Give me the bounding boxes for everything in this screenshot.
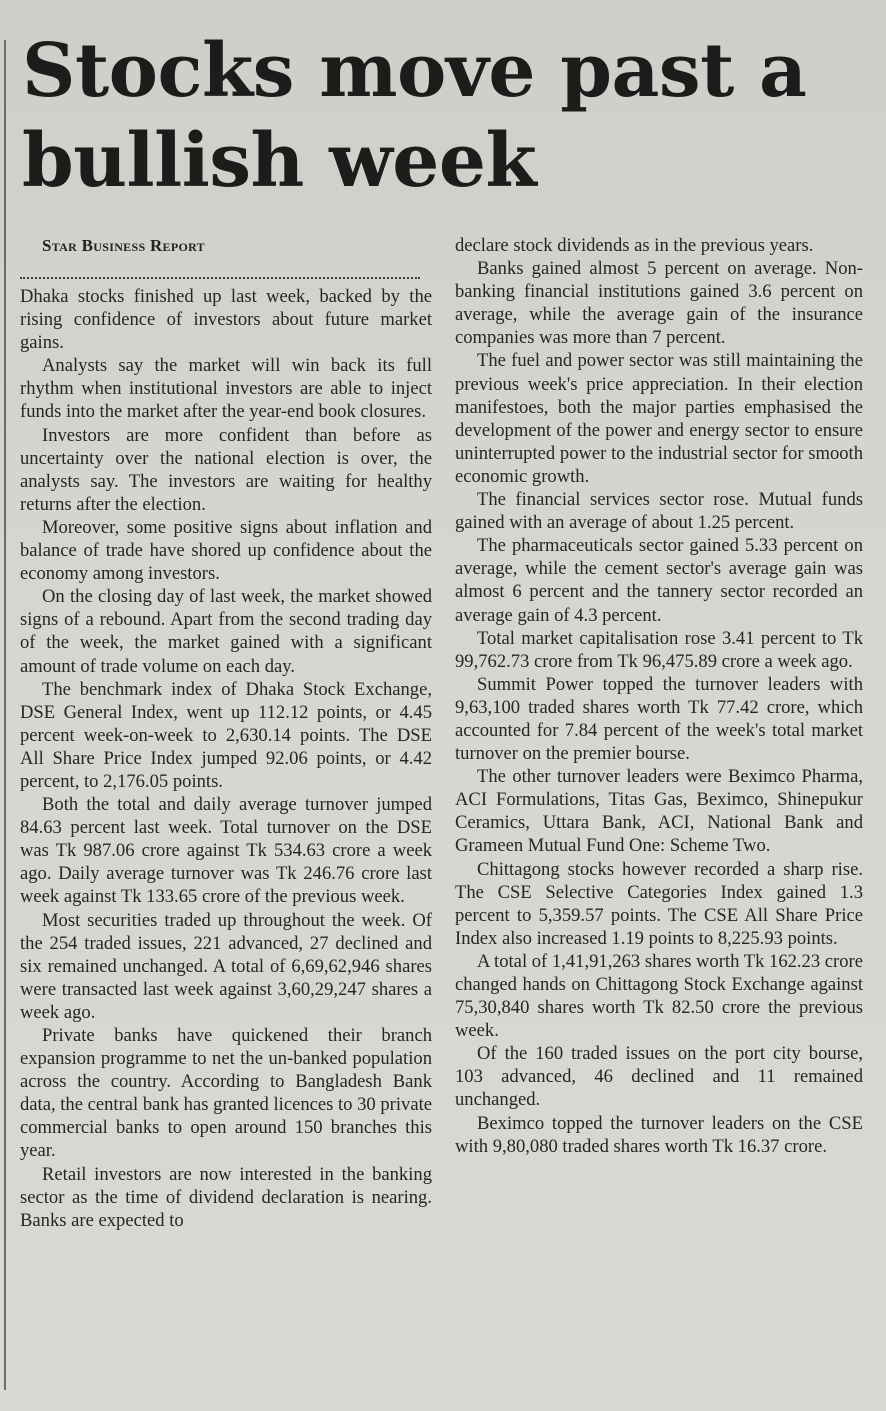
paragraph: Dhaka stocks finished up last week, backed by the rising confidence of investors about future market gains.	[20, 286, 432, 354]
headline: Stocks move past a bullish week	[22, 28, 807, 204]
paragraph: The fuel and power sector was still maintaining the previous week's price appreciation. In their election manifestoes, both the major parties emphasised the development of the power and energy sector to ensure uninterrupted power to the industrial sector for smooth economic growth.	[455, 350, 863, 487]
paragraph: declare stock dividends as in the previous years.	[455, 235, 814, 256]
paragraph: Most securities traded up throughout the week. Of the 254 traded issues, 221 advanced, 27 declined and six remained unchanged. A total of 6,69,62,946 shares were transacted last week against 3,60,29,247 shares a week ago.	[20, 909, 432, 1023]
paragraph: The pharmaceuticals sector gained 5.33 percent on average, while the cement sector's average gain was almost 6 percent and the tannery sector recorded an average gain of 4.3 percent.	[455, 535, 863, 626]
paragraph: Both the total and daily average turnover jumped 84.63 percent last week. Total turnover on the DSE was Tk 987.06 crore against Tk 534.63 crore a week ago. Daily average turnover was Tk 246.76 crore last week against Tk 133.65 crore of the previous week.	[20, 794, 432, 908]
paragraph: On the closing day of last week, the market showed signs of a rebound. Apart from the second trading day of the week, the market gained with a significant amount of trade volume on each day.	[20, 586, 432, 677]
paragraph: The other turnover leaders were Beximco Pharma, ACI Formulations, Titas Gas, Beximco, Shinepukur Ceramics, Uttara Bank, ACI, National Bank and Grameen Mutual Fund One: Scheme Two.	[455, 766, 863, 857]
paragraph: Investors are more confident than before as uncertainty over the national election is over, the analysts say. The investors are waiting for healthy returns after the election.	[20, 424, 432, 515]
paragraph: Of the 160 traded issues on the port city bourse, 103 advanced, 46 declined and 11 remained unchanged.	[455, 1043, 863, 1111]
paragraph: Total market capitalisation rose 3.41 percent to Tk 99,762.73 crore from Tk 96,475.89 crore a week ago.	[455, 627, 863, 672]
column-rule	[4, 40, 6, 1390]
paragraph: Moreover, some positive signs about inflation and balance of trade have shored up confidence about the economy among investors.	[20, 516, 432, 585]
paragraph: Retail investors are now interested in the banking sector as the time of dividend declaration is nearing. Banks are expected to	[20, 1163, 432, 1231]
paragraph: Analysts say the market will win back its full rhythm when institutional investors are able to inject funds into the market after the year-end book closures.	[20, 355, 432, 423]
paragraph: Banks gained almost 5 percent on average. Non-banking financial institutions gained 3.6 percent on average, while the average gain of the insurance companies was more than 7 percent.	[455, 258, 863, 349]
article-column-right	[455, 234, 863, 1158]
byline: Star Business Report	[42, 236, 205, 255]
article-column-left	[20, 234, 432, 1232]
paragraph: The benchmark index of Dhaka Stock Exchange, DSE General Index, went up 112.12 points, or 4.45 percent week-on-week to 2,630.14 points. The DSE All Share Price Index jumped 92.06 points, or 4.42 percent, to 2,176.05 points.	[20, 678, 432, 792]
paragraph: The financial services sector rose. Mutual funds gained with an average of about 1.25 percent.	[455, 489, 863, 534]
paragraph: Summit Power topped the turnover leaders with 9,63,100 traded shares worth Tk 77.42 crore, which accounted for 7.84 percent of the week's total market turnover on the premier bourse.	[455, 673, 863, 765]
paragraph: Chittagong stocks however recorded a sharp rise. The CSE Selective Categories Index gained 1.3 percent to 5,359.57 points. The CSE All Share Price Index also increased 1.19 points to 8,225.93 points.	[455, 858, 863, 949]
paragraph: Beximco topped the turnover leaders on the CSE with 9,80,080 traded shares worth Tk 16.37 crore.	[455, 1112, 863, 1157]
paragraph: A total of 1,41,91,263 shares worth Tk 162.23 crore changed hands on Chittagong Stock Exchange against 75,30,840 shares worth Tk 82.50 crore the previous week.	[455, 950, 863, 1042]
dotted-divider	[20, 261, 420, 279]
paragraph: Private banks have quickened their branch expansion programme to net the un-banked population across the country. According to Bangladesh Bank data, the central bank has granted licences to 30 private commercial banks to open around 150 branches this year.	[20, 1025, 432, 1162]
